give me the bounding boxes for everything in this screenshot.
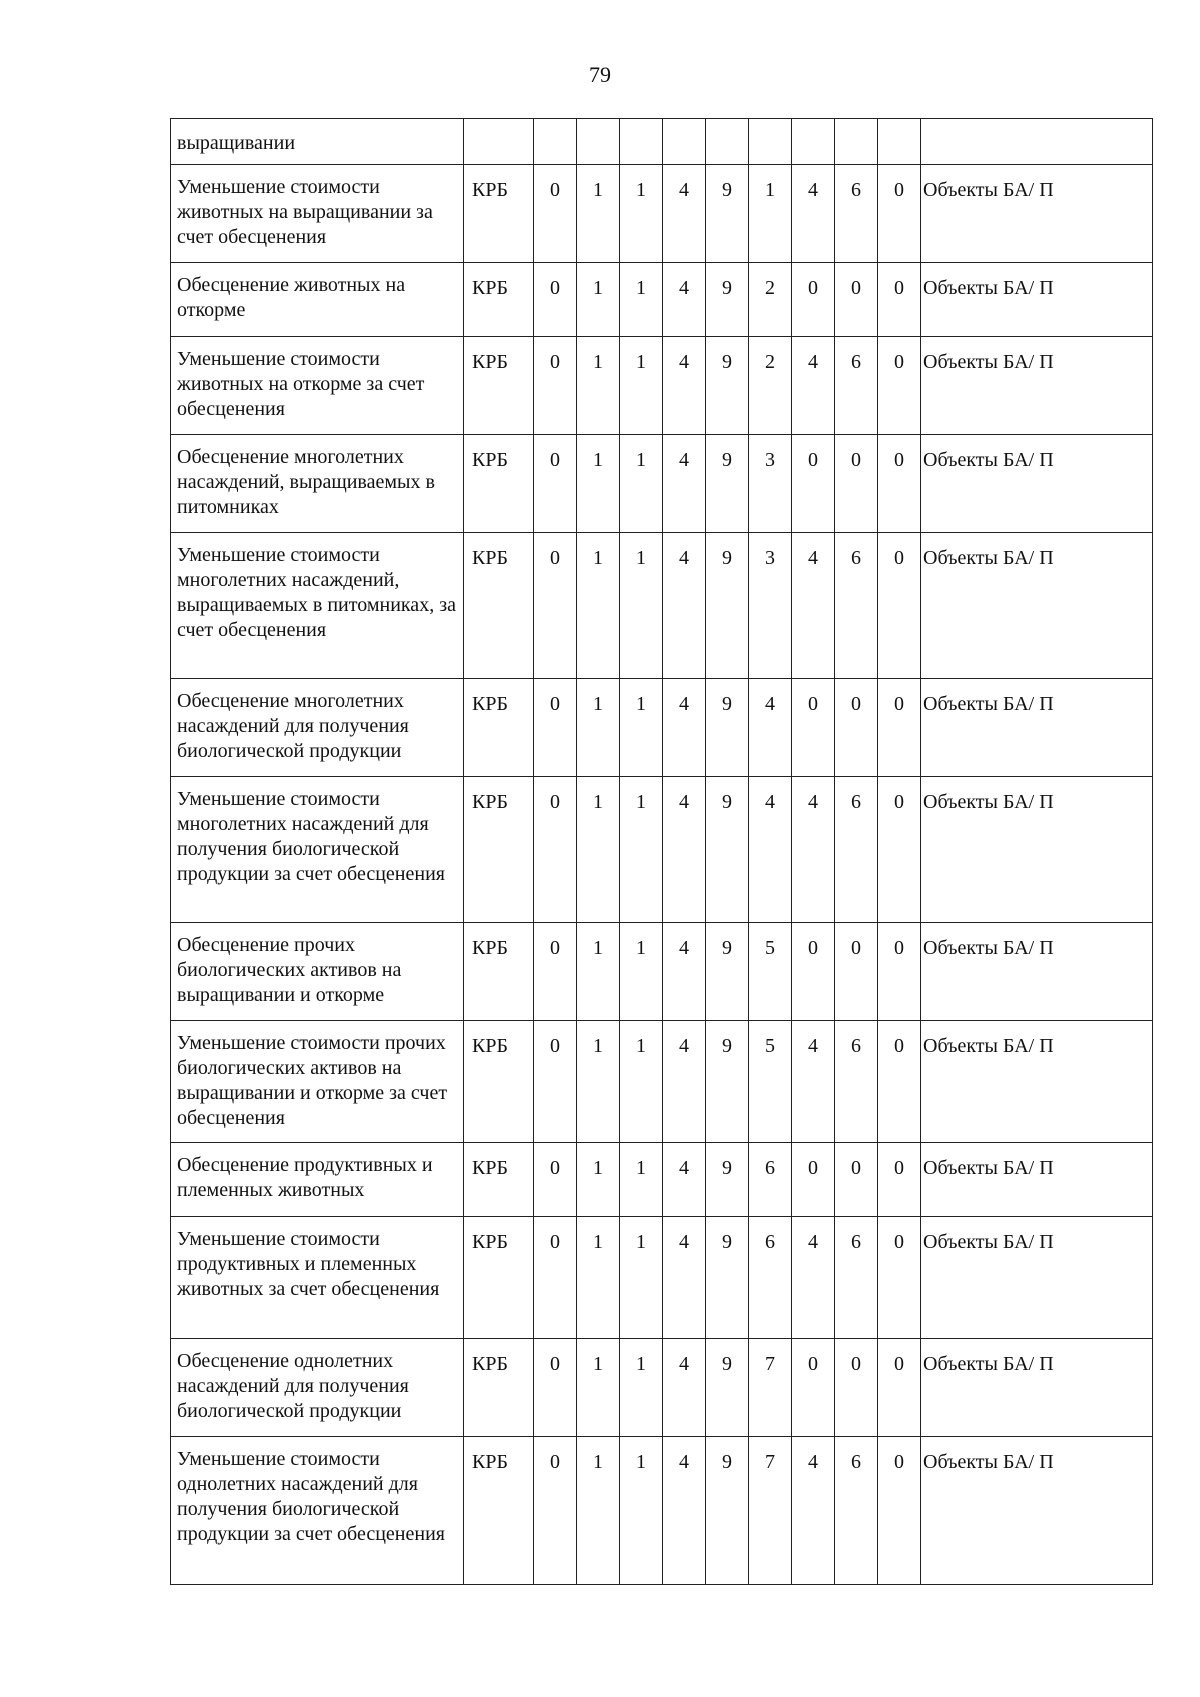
- code-digit-cell: 0: [534, 1021, 577, 1143]
- code-digit-cell: 4: [663, 533, 706, 679]
- code-digit-cell: 0: [534, 777, 577, 923]
- analytics-object-cell: Объекты БА/ П: [921, 263, 1153, 337]
- code-digit-cell: 9: [706, 1437, 749, 1585]
- code-digit-cell: 9: [706, 1339, 749, 1437]
- table-row: [171, 119, 1153, 165]
- code-digit-cell: 6: [835, 1437, 878, 1585]
- code-digit-cell: 4: [663, 1437, 706, 1585]
- code-digit-cell: 4: [663, 337, 706, 435]
- table-row: [171, 435, 1153, 533]
- code-digit-cell: 0: [878, 1339, 921, 1437]
- code-digit-cell: 0: [835, 679, 878, 777]
- code-digit-cell: 0: [792, 1143, 835, 1217]
- code-digit-cell: 0: [534, 263, 577, 337]
- code-digit-cell: 1: [577, 337, 620, 435]
- item-name-cell: выращивании: [171, 119, 464, 165]
- item-name-cell: Обесценение животных на откорме: [171, 263, 464, 337]
- code-digit-cell: 1: [620, 1021, 663, 1143]
- account-kind-cell: КРБ: [464, 533, 534, 679]
- code-digit-cell: 2: [749, 337, 792, 435]
- code-digit-cell: 1: [577, 1021, 620, 1143]
- code-digit-cell: 0: [878, 1021, 921, 1143]
- code-digit-cell: 1: [620, 679, 663, 777]
- code-digit-cell: 0: [792, 263, 835, 337]
- code-digit-cell: 0: [878, 165, 921, 263]
- code-digit-cell: 1: [577, 1339, 620, 1437]
- code-digit-cell: 6: [835, 777, 878, 923]
- table-row: [171, 1021, 1153, 1143]
- code-digit-cell: 5: [749, 1021, 792, 1143]
- code-digit-cell: 0: [534, 165, 577, 263]
- analytics-object-cell: Объекты БА/ П: [921, 165, 1153, 263]
- table-row: [171, 1437, 1153, 1585]
- account-codes-table: [170, 118, 1153, 1585]
- code-digit-cell: 4: [749, 679, 792, 777]
- code-digit-cell: 4: [663, 435, 706, 533]
- code-digit-cell: 0: [878, 777, 921, 923]
- code-digit-cell: 9: [706, 923, 749, 1021]
- code-digit-cell: [620, 119, 663, 165]
- code-digit-cell: 2: [749, 263, 792, 337]
- code-digit-cell: 6: [835, 165, 878, 263]
- code-digit-cell: 1: [620, 1339, 663, 1437]
- analytics-object-cell: Объекты БА/ П: [921, 533, 1153, 679]
- code-digit-cell: 9: [706, 533, 749, 679]
- code-digit-cell: 9: [706, 1217, 749, 1339]
- code-digit-cell: 4: [792, 165, 835, 263]
- code-digit-cell: 6: [749, 1217, 792, 1339]
- code-digit-cell: 4: [663, 1217, 706, 1339]
- code-digit-cell: 0: [534, 923, 577, 1021]
- code-digit-cell: 9: [706, 1021, 749, 1143]
- code-digit-cell: 0: [534, 435, 577, 533]
- account-kind-cell: КРБ: [464, 165, 534, 263]
- code-digit-cell: [835, 119, 878, 165]
- analytics-object-cell: Объекты БА/ П: [921, 679, 1153, 777]
- code-digit-cell: [663, 119, 706, 165]
- account-kind-cell: КРБ: [464, 337, 534, 435]
- table-row: [171, 777, 1153, 923]
- code-digit-cell: 1: [577, 165, 620, 263]
- page-number: 79: [589, 62, 611, 87]
- code-digit-cell: 9: [706, 165, 749, 263]
- analytics-object-cell: [921, 119, 1153, 165]
- code-digit-cell: 0: [792, 679, 835, 777]
- code-digit-cell: 0: [878, 263, 921, 337]
- code-digit-cell: 3: [749, 435, 792, 533]
- code-digit-cell: 4: [749, 777, 792, 923]
- code-digit-cell: 0: [878, 337, 921, 435]
- code-digit-cell: 4: [663, 679, 706, 777]
- code-digit-cell: [878, 119, 921, 165]
- analytics-object-cell: Объекты БА/ П: [921, 1021, 1153, 1143]
- code-digit-cell: 0: [534, 1339, 577, 1437]
- code-digit-cell: 4: [663, 165, 706, 263]
- code-digit-cell: 0: [792, 1339, 835, 1437]
- code-digit-cell: 4: [663, 1339, 706, 1437]
- code-digit-cell: 1: [620, 337, 663, 435]
- table-row: [171, 1339, 1153, 1437]
- code-digit-cell: 0: [534, 1437, 577, 1585]
- account-kind-cell: КРБ: [464, 435, 534, 533]
- code-digit-cell: 1: [577, 1143, 620, 1217]
- code-digit-cell: 4: [792, 1217, 835, 1339]
- analytics-object-cell: Объекты БА/ П: [921, 923, 1153, 1021]
- item-name-cell: Обесценение многолетних насаждений для получения биологической продукции: [171, 679, 464, 777]
- analytics-object-cell: Объекты БА/ П: [921, 1143, 1153, 1217]
- code-digit-cell: 1: [577, 1217, 620, 1339]
- table-row: [171, 533, 1153, 679]
- code-digit-cell: 1: [749, 165, 792, 263]
- item-name-cell: Уменьшение стоимости животных на откорме за счет обесценения: [171, 337, 464, 435]
- item-name-cell: Уменьшение стоимости многолетних насаждений, выращиваемых в питомниках, за счет обесценения: [171, 533, 464, 679]
- item-name-cell: Уменьшение стоимости прочих биологических активов на выращивании и откорме за счет обесценения: [171, 1021, 464, 1143]
- code-digit-cell: 0: [534, 337, 577, 435]
- code-digit-cell: 1: [620, 1143, 663, 1217]
- code-digit-cell: 4: [792, 533, 835, 679]
- account-kind-cell: КРБ: [464, 1021, 534, 1143]
- code-digit-cell: 1: [620, 165, 663, 263]
- account-kind-cell: КРБ: [464, 1217, 534, 1339]
- code-digit-cell: 6: [835, 533, 878, 679]
- item-name-cell: Уменьшение стоимости многолетних насаждений для получения биологической продукции за счет обесценения: [171, 777, 464, 923]
- code-digit-cell: 0: [534, 679, 577, 777]
- code-digit-cell: 4: [663, 1021, 706, 1143]
- code-digit-cell: [534, 119, 577, 165]
- item-name-cell: Уменьшение стоимости продуктивных и племенных животных за счет обесценения: [171, 1217, 464, 1339]
- code-digit-cell: 0: [792, 435, 835, 533]
- item-name-cell: Обесценение однолетних насаждений для получения биологической продукции: [171, 1339, 464, 1437]
- item-name-cell: Уменьшение стоимости однолетних насаждений для получения биологической продукции за счет обесценения: [171, 1437, 464, 1585]
- code-digit-cell: 1: [620, 923, 663, 1021]
- code-digit-cell: 1: [577, 533, 620, 679]
- code-digit-cell: 4: [663, 923, 706, 1021]
- table-row: [171, 337, 1153, 435]
- account-kind-cell: КРБ: [464, 1143, 534, 1217]
- code-digit-cell: 1: [577, 263, 620, 337]
- code-digit-cell: [577, 119, 620, 165]
- table-row: [171, 679, 1153, 777]
- analytics-object-cell: Объекты БА/ П: [921, 1437, 1153, 1585]
- code-digit-cell: 6: [835, 1217, 878, 1339]
- item-name-cell: Обесценение прочих биологических активов на выращивании и откорме: [171, 923, 464, 1021]
- code-digit-cell: 0: [878, 1437, 921, 1585]
- code-digit-cell: 1: [620, 777, 663, 923]
- table-row: [171, 1217, 1153, 1339]
- code-digit-cell: [706, 119, 749, 165]
- code-digit-cell: 9: [706, 263, 749, 337]
- code-digit-cell: 0: [878, 1217, 921, 1339]
- code-digit-cell: 0: [534, 1143, 577, 1217]
- code-digit-cell: 7: [749, 1437, 792, 1585]
- code-digit-cell: 1: [577, 1437, 620, 1585]
- code-digit-cell: 5: [749, 923, 792, 1021]
- code-digit-cell: [749, 119, 792, 165]
- code-digit-cell: 6: [835, 337, 878, 435]
- code-digit-cell: 4: [792, 1437, 835, 1585]
- code-digit-cell: 4: [663, 263, 706, 337]
- code-digit-cell: 4: [792, 777, 835, 923]
- code-digit-cell: 0: [878, 533, 921, 679]
- code-digit-cell: 7: [749, 1339, 792, 1437]
- code-digit-cell: 0: [878, 1143, 921, 1217]
- account-kind-cell: КРБ: [464, 1437, 534, 1585]
- code-digit-cell: 0: [835, 923, 878, 1021]
- account-kind-cell: КРБ: [464, 679, 534, 777]
- item-name-cell: Уменьшение стоимости животных на выращивании за счет обесценения: [171, 165, 464, 263]
- code-digit-cell: 1: [577, 679, 620, 777]
- code-digit-cell: 0: [792, 923, 835, 1021]
- code-digit-cell: 6: [749, 1143, 792, 1217]
- code-digit-cell: 1: [620, 435, 663, 533]
- code-digit-cell: 1: [577, 777, 620, 923]
- code-digit-cell: 4: [663, 1143, 706, 1217]
- code-digit-cell: 0: [878, 679, 921, 777]
- code-digit-cell: 0: [534, 533, 577, 679]
- code-digit-cell: 0: [835, 1143, 878, 1217]
- code-digit-cell: 1: [577, 435, 620, 533]
- table-row: [171, 1143, 1153, 1217]
- code-digit-cell: 9: [706, 679, 749, 777]
- account-kind-cell: [464, 119, 534, 165]
- code-digit-cell: 9: [706, 1143, 749, 1217]
- table-row: [171, 923, 1153, 1021]
- account-kind-cell: КРБ: [464, 263, 534, 337]
- code-digit-cell: 9: [706, 337, 749, 435]
- code-digit-cell: 1: [620, 1437, 663, 1585]
- code-digit-cell: 1: [620, 533, 663, 679]
- table-row: [171, 263, 1153, 337]
- table-row: [171, 165, 1153, 263]
- code-digit-cell: 9: [706, 777, 749, 923]
- account-kind-cell: КРБ: [464, 777, 534, 923]
- item-name-cell: Обесценение продуктивных и племенных животных: [171, 1143, 464, 1217]
- analytics-object-cell: Объекты БА/ П: [921, 777, 1153, 923]
- code-digit-cell: 0: [835, 435, 878, 533]
- code-digit-cell: 1: [620, 263, 663, 337]
- code-digit-cell: 9: [706, 435, 749, 533]
- code-digit-cell: 0: [878, 923, 921, 1021]
- analytics-object-cell: Объекты БА/ П: [921, 337, 1153, 435]
- analytics-object-cell: Объекты БА/ П: [921, 435, 1153, 533]
- code-digit-cell: [792, 119, 835, 165]
- code-digit-cell: 0: [878, 435, 921, 533]
- code-digit-cell: 6: [835, 1021, 878, 1143]
- code-digit-cell: 4: [792, 337, 835, 435]
- analytics-object-cell: Объекты БА/ П: [921, 1339, 1153, 1437]
- code-digit-cell: 1: [577, 923, 620, 1021]
- code-digit-cell: 4: [792, 1021, 835, 1143]
- code-digit-cell: 0: [534, 1217, 577, 1339]
- analytics-object-cell: Объекты БА/ П: [921, 1217, 1153, 1339]
- account-kind-cell: КРБ: [464, 1339, 534, 1437]
- item-name-cell: Обесценение многолетних насаждений, выращиваемых в питомниках: [171, 435, 464, 533]
- code-digit-cell: 0: [835, 1339, 878, 1437]
- code-digit-cell: 1: [620, 1217, 663, 1339]
- code-digit-cell: 0: [835, 263, 878, 337]
- code-digit-cell: 3: [749, 533, 792, 679]
- code-digit-cell: 4: [663, 777, 706, 923]
- account-kind-cell: КРБ: [464, 923, 534, 1021]
